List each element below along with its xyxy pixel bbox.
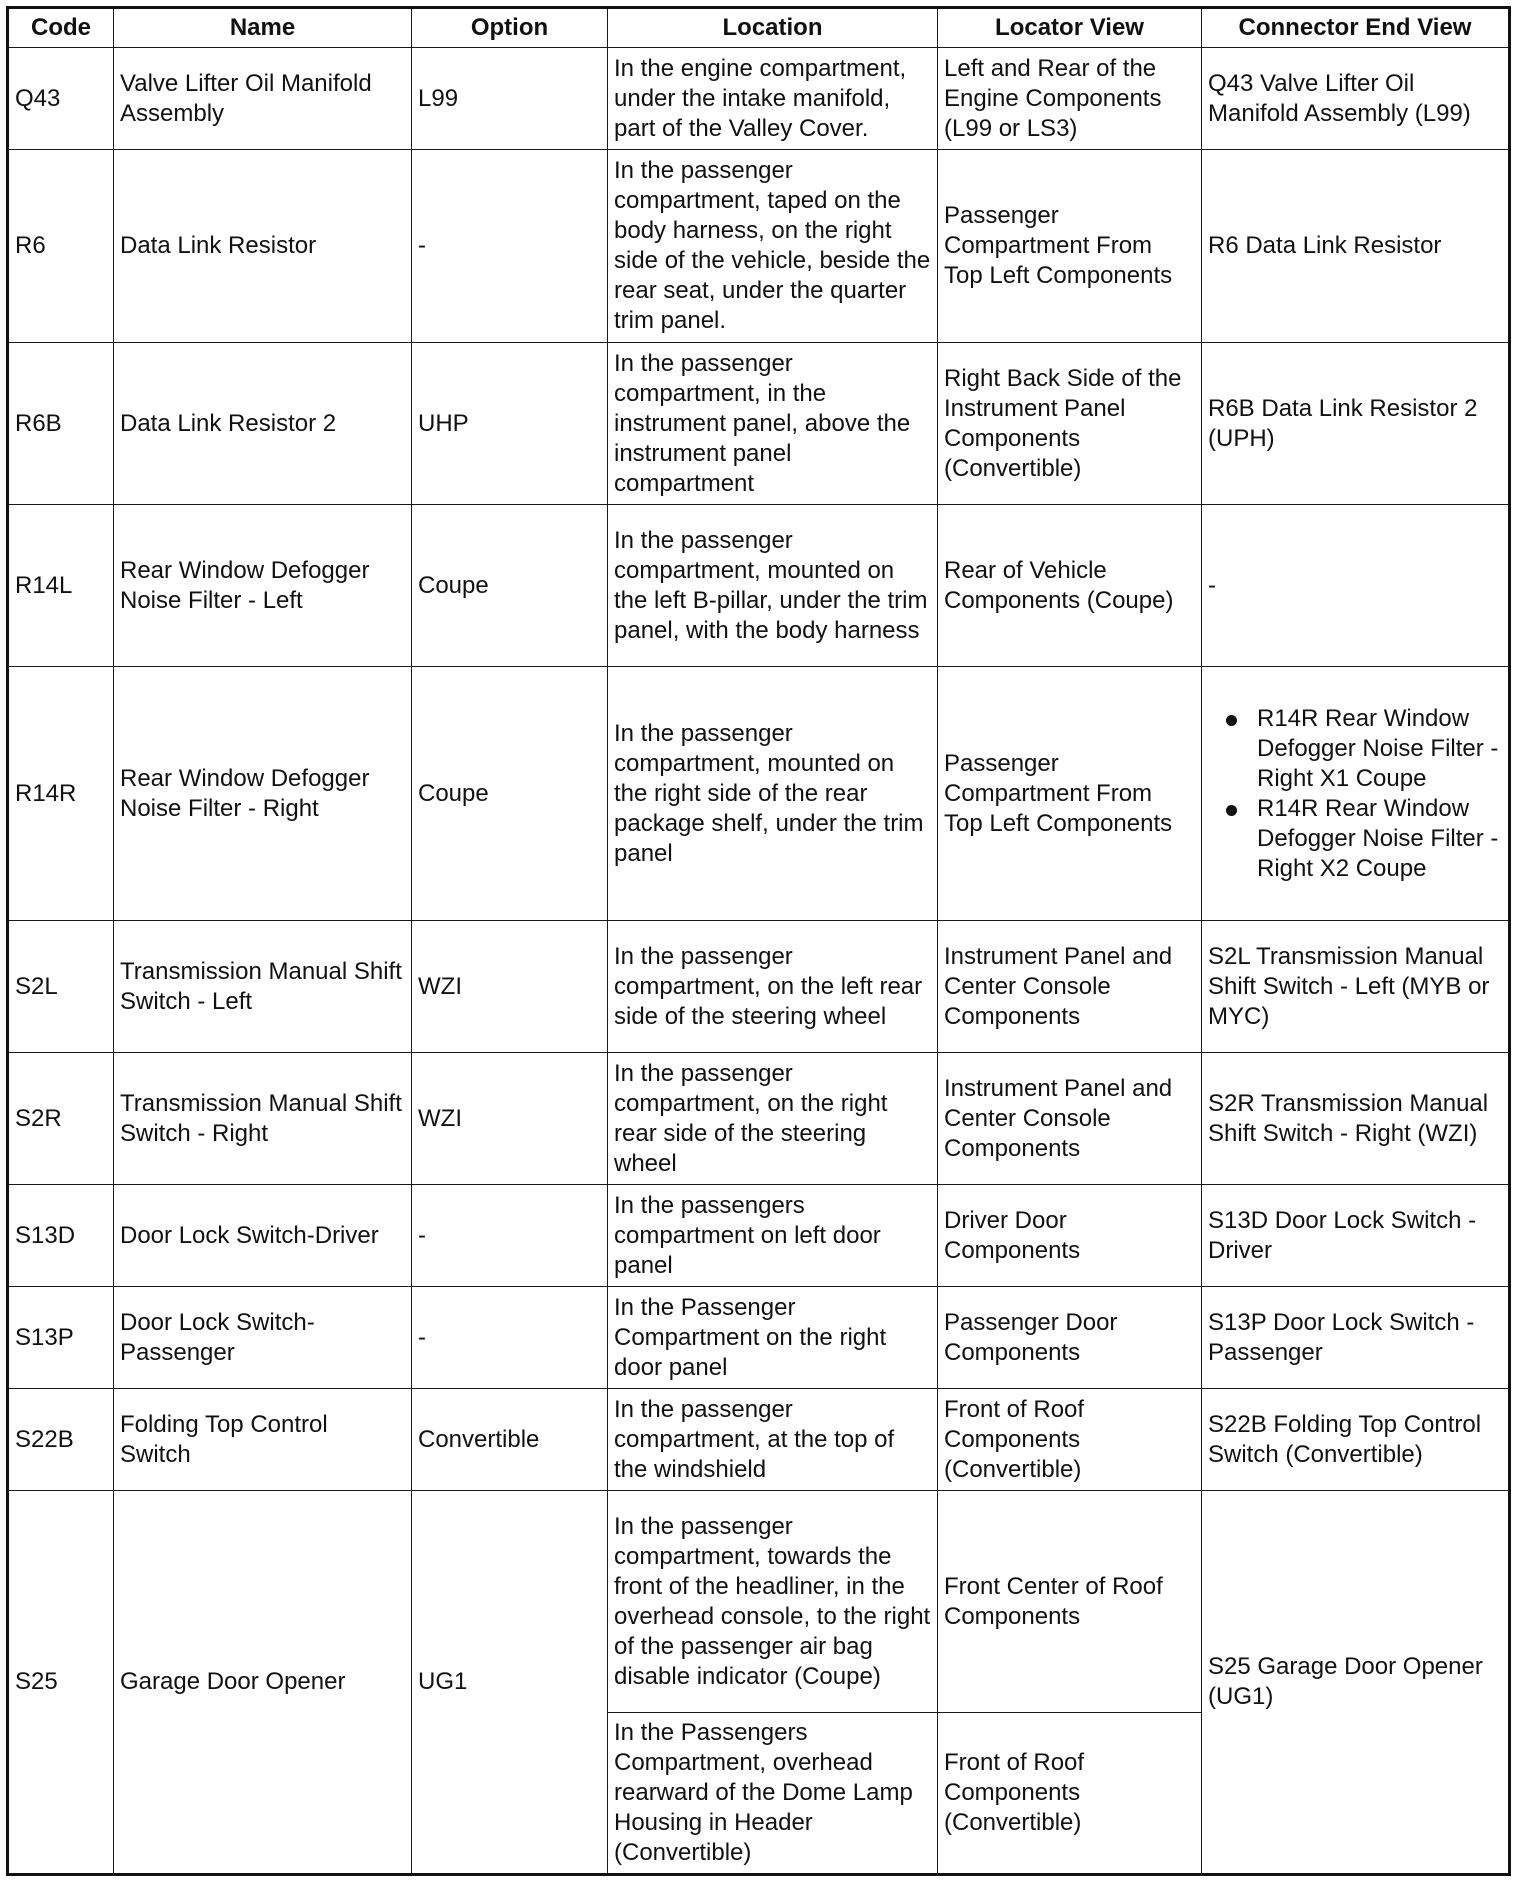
cell-location: In the passenger compartment, at the top of the windshield <box>608 1389 938 1491</box>
cell-name: Garage Door Opener <box>114 1491 412 1875</box>
cell-locator-view: Instrument Panel and Center Console Components <box>938 1053 1202 1185</box>
component-table-wrapper <box>6 6 1511 1876</box>
cell-code: R14L <box>8 505 114 667</box>
cell-code: S13D <box>8 1185 114 1287</box>
cell-connector-end-view: Q43 Valve Lifter Oil Manifold Assembly (L99) <box>1202 48 1510 150</box>
header-name: Name <box>114 8 412 48</box>
bullet-icon <box>1226 715 1237 726</box>
cell-connector-end-view: S13D Door Lock Switch - Driver <box>1202 1185 1510 1287</box>
cell-name: Rear Window Defogger Noise Filter - Right <box>114 667 412 921</box>
table-row <box>8 343 1510 505</box>
header-connector-end-view: Connector End View <box>1202 8 1510 48</box>
cell-option: - <box>412 1185 608 1287</box>
header-row <box>8 8 1510 48</box>
cell-name: Transmission Manual Shift Switch - Right <box>114 1053 412 1185</box>
cell-locator-view: Passenger Compartment From Top Left Components <box>938 150 1202 343</box>
cell-locator-view: Rear of Vehicle Components (Coupe) <box>938 505 1202 667</box>
cell-location: In the passenger compartment, mounted on the right side of the rear package shelf, under the trim panel <box>608 667 938 921</box>
bullet-icon <box>1226 805 1237 816</box>
cell-option: UHP <box>412 343 608 505</box>
table-row <box>8 1491 1510 1713</box>
cell-location: In the Passengers Compartment, overhead rearward of the Dome Lamp Housing in Header (Convertible) <box>608 1713 938 1875</box>
cell-locator-view: Instrument Panel and Center Console Components <box>938 921 1202 1053</box>
cell-connector-end-view: S25 Garage Door Opener (UG1) <box>1202 1491 1510 1875</box>
cell-code: Q43 <box>8 48 114 150</box>
connector-list <box>1208 704 1502 884</box>
cell-name: Folding Top Control Switch <box>114 1389 412 1491</box>
cell-connector-end-view: S22B Folding Top Control Switch (Convertible) <box>1202 1389 1510 1491</box>
header-location: Location <box>608 8 938 48</box>
cell-option: L99 <box>412 48 608 150</box>
cell-location: In the passenger compartment, on the left rear side of the steering wheel <box>608 921 938 1053</box>
cell-name: Data Link Resistor 2 <box>114 343 412 505</box>
header-option: Option <box>412 8 608 48</box>
cell-name: Valve Lifter Oil Manifold Assembly <box>114 48 412 150</box>
cell-connector-end-view: R6 Data Link Resistor <box>1202 150 1510 343</box>
table-row <box>8 667 1510 921</box>
cell-name: Data Link Resistor <box>114 150 412 343</box>
cell-code: S22B <box>8 1389 114 1491</box>
cell-locator-view: Passenger Door Components <box>938 1287 1202 1389</box>
cell-locator-view: Left and Rear of the Engine Components (L99 or LS3) <box>938 48 1202 150</box>
cell-name: Transmission Manual Shift Switch - Left <box>114 921 412 1053</box>
cell-location: In the engine compartment, under the intake manifold, part of the Valley Cover. <box>608 48 938 150</box>
cell-connector-end-view: S13P Door Lock Switch - Passenger <box>1202 1287 1510 1389</box>
table-row <box>8 150 1510 343</box>
cell-connector-end-view <box>1202 667 1510 921</box>
header-code: Code <box>8 8 114 48</box>
cell-code: S25 <box>8 1491 114 1875</box>
list-item-label: R14R Rear Window Defogger Noise Filter - Right X2 Coupe <box>1257 794 1499 882</box>
cell-option: WZI <box>412 921 608 1053</box>
table-row <box>8 1185 1510 1287</box>
list-item-label: R14R Rear Window Defogger Noise Filter - Right X1 Coupe <box>1257 704 1499 792</box>
cell-code: R14R <box>8 667 114 921</box>
cell-location: In the passenger compartment, on the right rear side of the steering wheel <box>608 1053 938 1185</box>
cell-option: - <box>412 1287 608 1389</box>
cell-location: In the passenger compartment, mounted on the left B-pillar, under the trim panel, with the body harness <box>608 505 938 667</box>
list-item <box>1208 704 1502 794</box>
cell-option: Convertible <box>412 1389 608 1491</box>
table-row <box>8 1287 1510 1389</box>
list-item <box>1208 794 1502 884</box>
cell-location: In the passenger compartment, in the instrument panel, above the instrument panel compartment <box>608 343 938 505</box>
cell-name: Door Lock Switch-Driver <box>114 1185 412 1287</box>
table-row <box>8 1389 1510 1491</box>
cell-location: In the passenger compartment, taped on the body harness, on the right side of the vehicle, beside the rear seat, under the quarter trim panel. <box>608 150 938 343</box>
cell-option: Coupe <box>412 505 608 667</box>
table-row <box>8 48 1510 150</box>
cell-option: WZI <box>412 1053 608 1185</box>
cell-code: S13P <box>8 1287 114 1389</box>
cell-locator-view: Passenger Compartment From Top Left Components <box>938 667 1202 921</box>
cell-connector-end-view: S2R Transmission Manual Shift Switch - Right (WZI) <box>1202 1053 1510 1185</box>
cell-code: S2L <box>8 921 114 1053</box>
cell-location: In the passenger compartment, towards the front of the headliner, in the overhead console, to the right of the passenger air bag disable indicator (Coupe) <box>608 1491 938 1713</box>
cell-connector-end-view: S2L Transmission Manual Shift Switch - Left (MYB or MYC) <box>1202 921 1510 1053</box>
component-locator-table <box>6 6 1511 1876</box>
cell-locator-view: Driver Door Components <box>938 1185 1202 1287</box>
cell-code: R6B <box>8 343 114 505</box>
cell-locator-view: Front of Roof Components (Convertible) <box>938 1713 1202 1875</box>
cell-code: S2R <box>8 1053 114 1185</box>
table-row <box>8 1053 1510 1185</box>
table-row <box>8 921 1510 1053</box>
cell-connector-end-view: R6B Data Link Resistor 2 (UPH) <box>1202 343 1510 505</box>
cell-option: - <box>412 150 608 343</box>
cell-name: Door Lock Switch-Passenger <box>114 1287 412 1389</box>
cell-option: Coupe <box>412 667 608 921</box>
header-locator-view: Locator View <box>938 8 1202 48</box>
cell-name: Rear Window Defogger Noise Filter - Left <box>114 505 412 667</box>
table-row <box>8 505 1510 667</box>
cell-locator-view: Right Back Side of the Instrument Panel Components (Convertible) <box>938 343 1202 505</box>
cell-location: In the Passenger Compartment on the right door panel <box>608 1287 938 1389</box>
cell-location: In the passengers compartment on left door panel <box>608 1185 938 1287</box>
cell-connector-end-view: - <box>1202 505 1510 667</box>
cell-locator-view: Front Center of Roof Components <box>938 1491 1202 1713</box>
cell-locator-view: Front of Roof Components (Convertible) <box>938 1389 1202 1491</box>
cell-code: R6 <box>8 150 114 343</box>
cell-option: UG1 <box>412 1491 608 1875</box>
